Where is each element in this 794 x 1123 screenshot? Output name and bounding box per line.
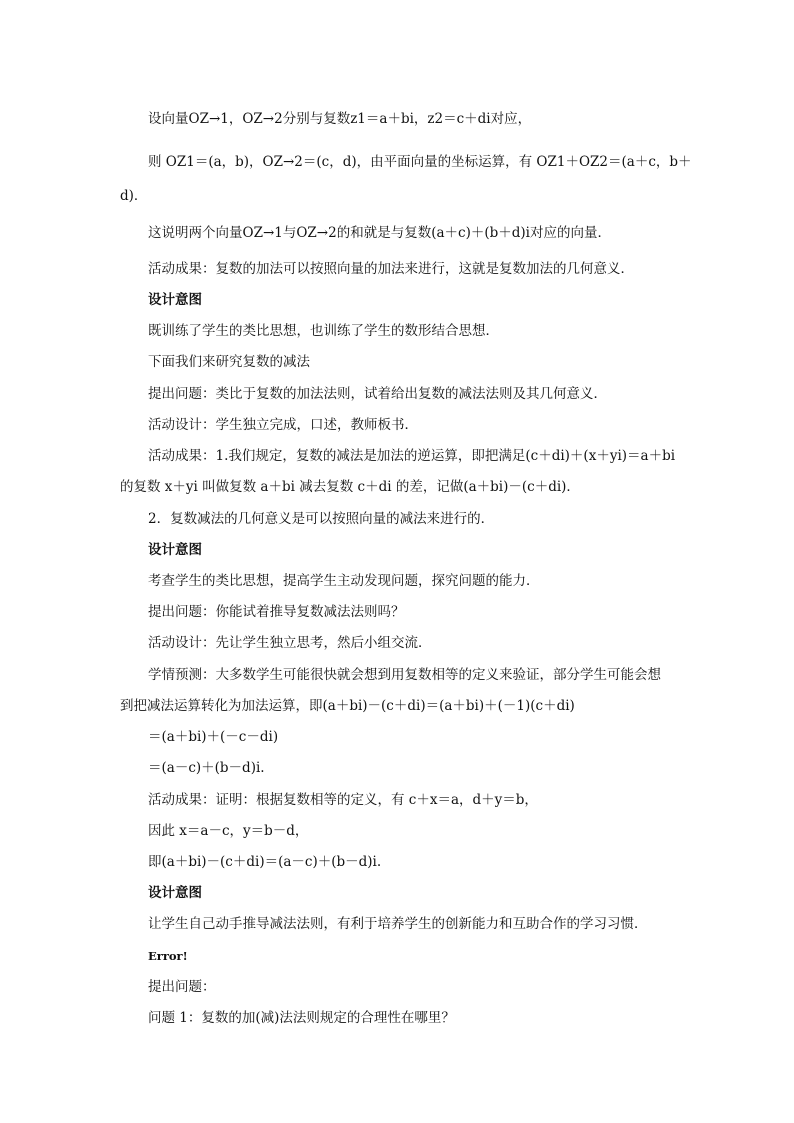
text-line: 活动成果：1.我们规定，复数的减法是加法的逆运算，即把满足(c＋di)＋(x＋yi)＝a＋bi (148, 448, 676, 464)
text-line: 活动成果：复数的加法可以按照向量的加法来进行，这就是复数加法的几何意义． (148, 261, 634, 277)
error-marker: Error! (148, 949, 188, 963)
section-heading: 设计意图 (148, 542, 202, 558)
text-line: 则 OZ1＝(a，b)，OZ→2＝(c，d)，由平面向量的坐标运算，有 OZ1＋OZ2＝(a＋c，b＋ (148, 154, 692, 170)
equation-line: ＝(a－c)＋(b－d)i. (148, 760, 265, 776)
equation-line: ＝(a＋bi)＋(－c－di) (148, 729, 279, 745)
text-line: 提出问题： (148, 979, 216, 995)
text-line: 这说明两个向量OZ→1与OZ→2的和就是与复数(a＋c)＋(b＋d)i对应的向量． (148, 225, 611, 241)
section-heading: 设计意图 (148, 885, 202, 901)
section-heading: 设计意图 (148, 292, 202, 308)
text-line: 活动成果：证明：根据复数相等的定义，有 c＋x＝a，d＋y＝b， (148, 792, 538, 808)
text-line: 提出问题：你能试着推导复数减法法则吗？ (148, 604, 405, 620)
text-line: 既训练了学生的类比思想，也训练了学生的数形结合思想． (148, 323, 499, 339)
text-line: 设向量OZ→1，OZ→2分别与复数z1＝a＋bi，z2＝c＋di对应， (148, 111, 532, 127)
text-line: 活动设计：先让学生独立思考，然后小组交流． (148, 635, 432, 651)
text-line: 考查学生的类比思想，提高学生主动发现问题，探究问题的能力． (148, 573, 540, 589)
text-line: 让学生自己动手推导减法法则，有利于培养学生的创新能力和互助合作的学习习惯． (148, 916, 648, 932)
text-line: 提出问题：类比于复数的加法法则，试着给出复数的减法法则及其几何意义． (148, 386, 607, 402)
equation-line: 即(a＋bi)－(c＋di)＝(a－c)＋(b－d)i. (148, 854, 382, 870)
text-line: 问题 1：复数的加(减)法法则规定的合理性在哪里？ (148, 1010, 455, 1026)
text-line: 因此 x＝a－c，y＝b－d， (148, 823, 309, 839)
text-line: 2．复数减法的几何意义是可以按照向量的减法来进行的． (148, 511, 495, 527)
text-line: 学情预测：大多数学生可能很快就会想到用复数相等的定义来验证，部分学生可能会想 (148, 667, 661, 683)
text-line: 下面我们来研究复数的减法 (148, 354, 310, 370)
text-line: 到把减法运算转化为加法运算，即(a＋bi)－(c＋di)＝(a＋bi)＋(－1)(c＋di) (120, 698, 575, 714)
text-line: d)． (120, 188, 148, 204)
text-line: 的复数 x＋yi 叫做复数 a＋bi 减去复数 c＋di 的差，记做(a＋bi)－(c＋di)． (120, 479, 580, 495)
text-line: 活动设计：学生独立完成，口述，教师板书． (148, 417, 418, 433)
